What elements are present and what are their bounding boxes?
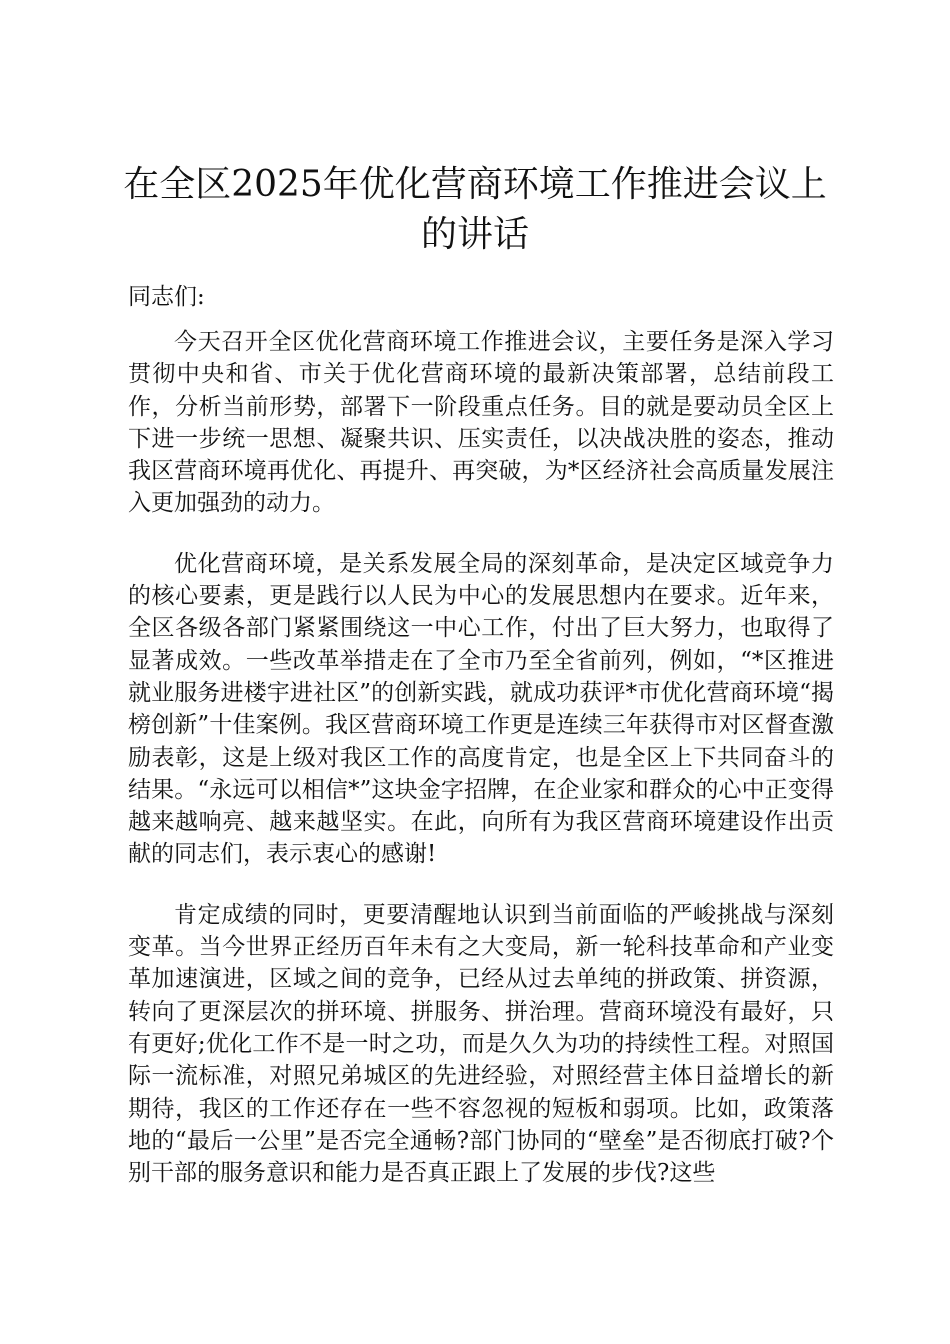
document-body (128, 326, 834, 1217)
greeting: 同志们: (128, 284, 205, 310)
paragraph-2: 优化营商环境，是关系发展全局的深刻革命，是决定区域竞争力的核心要素，更是践行以人民为中心的发展思想内在要求。近年来，全区各级各部门紧紧围绕这一中心工作，付出了巨大努力，也取得了显著成效。一些改革举措走在了全市乃至全省前列，例如，“*区推进就业服务进楼宇进社区”的创新实践，就成功获评*市优化营商环境“揭榜创新”十佳案例。我区营商环境工作更是连续三年获得市对区督查激励表彰，这是上级对我区工作的高度肯定，也是全区上下共同奋斗的结果。“永远可以相信*”这块金字招牌，在企业家和群众的心中正变得越来越响亮、越来越坚实。在此，向所有为我区营商环境建设作出贡献的同志们，表示衷心的感谢! (128, 550, 834, 868)
paragraph-3: 肯定成绩的同时，更要清醒地认识到当前面临的严峻挑战与深刻变革。当今世界正经历百年未有之大变局，新一轮科技革命和产业变革加速演进，区域之间的竞争，已经从过去单纯的拼政策、拼资源，转向了更深层次的拼环境、拼服务、拼治理。营商环境没有最好，只有更好;优化工作不是一时之功，而是久久为功的持续性工程。对照国际一流标准，对照兄弟城区的先进经验，对照经营主体日益增长的新期待，我区的工作还存在一些不容忽视的短板和弱项。比如，政策落地的“最后一公里”是否完全通畅?部门协同的“壁垒”是否彻底打破?个别干部的服务意识和能力是否真正跟上了发展的步伐?这些 (128, 901, 834, 1187)
document-title: 在全区2025年优化营商环境工作推进会议上的讲话 (123, 164, 827, 255)
paragraph-1: 今天召开全区优化营商环境工作推进会议，主要任务是深入学习贯彻中央和省、市关于优化营商环境的最新决策部署，总结前段工作，分析当前形势，部署下一阶段重点任务。目的就是要动员全区上下进一步统一思想、凝聚共识、压实责任，以决战决胜的姿态，推动我区营商环境再优化、再提升、再突破，为*区经济社会高质量发展注入更加强劲的动力。 (128, 329, 834, 517)
